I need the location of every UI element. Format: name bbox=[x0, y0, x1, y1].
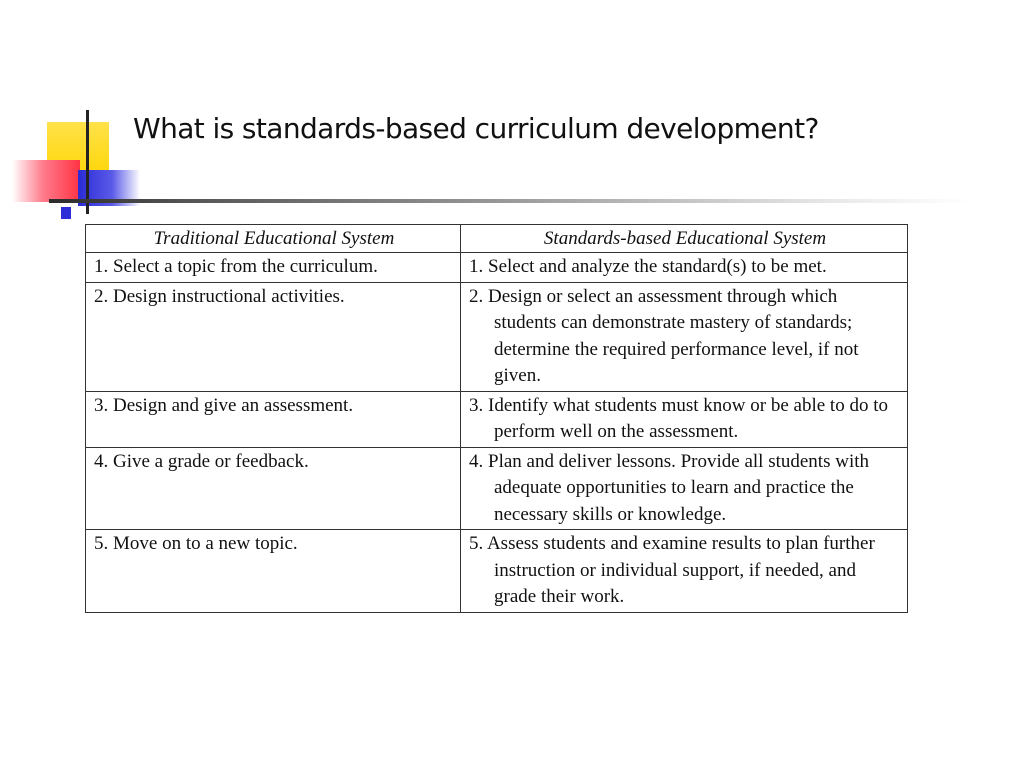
cell-standards bbox=[461, 530, 908, 613]
step-text: 2. Design or select an assessment through which students can demonstrate mastery of standards; determine the required performance level, if not given. bbox=[469, 285, 859, 386]
title-underline bbox=[49, 199, 969, 203]
step-text: 4. Give a grade or feedback. bbox=[94, 450, 309, 472]
table-header-row bbox=[86, 225, 908, 253]
step-text: 3. Identify what students must know or be able to do to perform well on the assessment. bbox=[469, 394, 888, 442]
step-text: 1. Select and analyze the standard(s) to be met. bbox=[469, 256, 827, 277]
cell-standards bbox=[461, 447, 908, 530]
table-row bbox=[86, 530, 908, 613]
table-row bbox=[86, 253, 908, 283]
cell-traditional bbox=[86, 447, 461, 530]
slide-title: What is standards-based curriculum development? bbox=[133, 112, 819, 145]
comparison-table bbox=[85, 224, 908, 613]
cell-standards bbox=[461, 253, 908, 283]
step-text: 3. Design and give an assessment. bbox=[94, 394, 354, 416]
table-row bbox=[86, 447, 908, 530]
step-text: 4. Plan and deliver lessons. Provide all students with adequate opportunities to learn and practice the necessary skills or knowledge. bbox=[469, 450, 870, 525]
step-text: 1. Select a topic from the curriculum. bbox=[94, 256, 378, 277]
table-row bbox=[86, 282, 908, 391]
step-text: 5. Assess students and examine results to plan further instruction or individual support, if needed, and grade their work. bbox=[469, 533, 875, 607]
header-standards: Standards-based Educational System bbox=[461, 225, 908, 253]
table-row bbox=[86, 391, 908, 447]
header-traditional: Traditional Educational System bbox=[86, 225, 461, 253]
step-text: 2. Design instructional activities. bbox=[94, 285, 345, 307]
cell-traditional bbox=[86, 530, 461, 613]
cell-standards bbox=[461, 391, 908, 447]
decor-red-bar bbox=[12, 160, 80, 202]
step-text: 5. Move on to a new topic. bbox=[94, 533, 298, 554]
cell-traditional bbox=[86, 282, 461, 391]
cell-traditional bbox=[86, 391, 461, 447]
cell-traditional bbox=[86, 253, 461, 283]
decor-blue-square bbox=[61, 207, 71, 219]
cell-standards bbox=[461, 282, 908, 391]
